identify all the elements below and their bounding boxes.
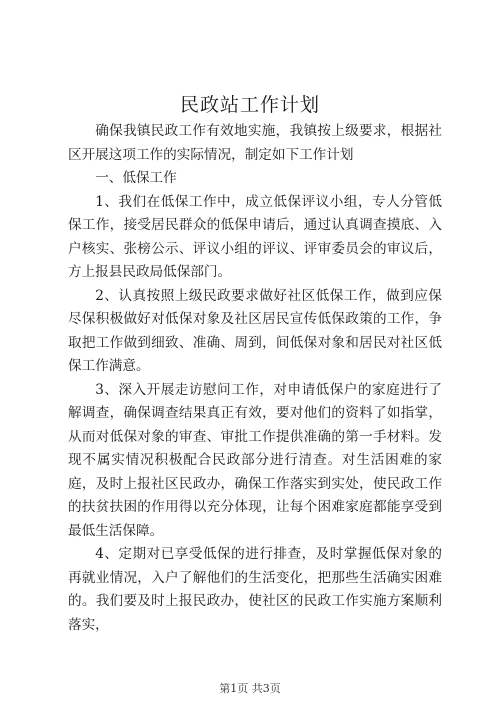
- page-number-footer: 第1页 共3页: [219, 682, 281, 695]
- intro-paragraph: 确保我镇民政工作有效地实施，我镇按上级要求，根据社区开展这项工作的实际情况，制定如下工作计划: [68, 123, 442, 163]
- paragraph-item-3: 3、深入开展走访慰问工作，对申请低保户的家庭进行了解调查，确保调查结果真正有效，要对他们的资料了如指掌，从而对低保对象的审查、审批工作提供准确的第一手材料。发现不属实情况积极配合民政部分进行清查。对生活困难的家庭，及时上报社区民政办，确保工作落实到实处，使民政工作的扶贫扶困的作用得以充分体现，让每个困难家庭都能享受到最低生活保障。: [68, 381, 442, 539]
- paragraph-item-4: 4、定期对已享受低保的进行排查，及时掌握低保对象的再就业情况，入户了解他们的生活变化，把那些生活确实困难的。我们要及时上报民政办，使社区的民政工作实施方案顺利落实，: [68, 546, 442, 633]
- paragraph-item-2: 2、认真按照上级民政要求做好社区低保工作，做到应保尽保积极做好对低保对象及社区居民宣传低保政策的工作，争取把工作做到细致、准确、周到，间低保对象和居民对社区低保工作满意。: [68, 287, 442, 374]
- document-body: [68, 120, 442, 637]
- paragraph-item-1: 1、我们在低保工作中，成立低保评议小组，专人分管低保工作，接受居民群众的低保申请后，通过认真调查摸底、入户核实、张榜公示、评议小组的评议、评审委员会的审议后，方上报县民政局低保部门。: [68, 193, 442, 280]
- section-heading-low-income: 一、低保工作: [95, 170, 177, 186]
- document-title: 民政站工作计划: [179, 94, 320, 116]
